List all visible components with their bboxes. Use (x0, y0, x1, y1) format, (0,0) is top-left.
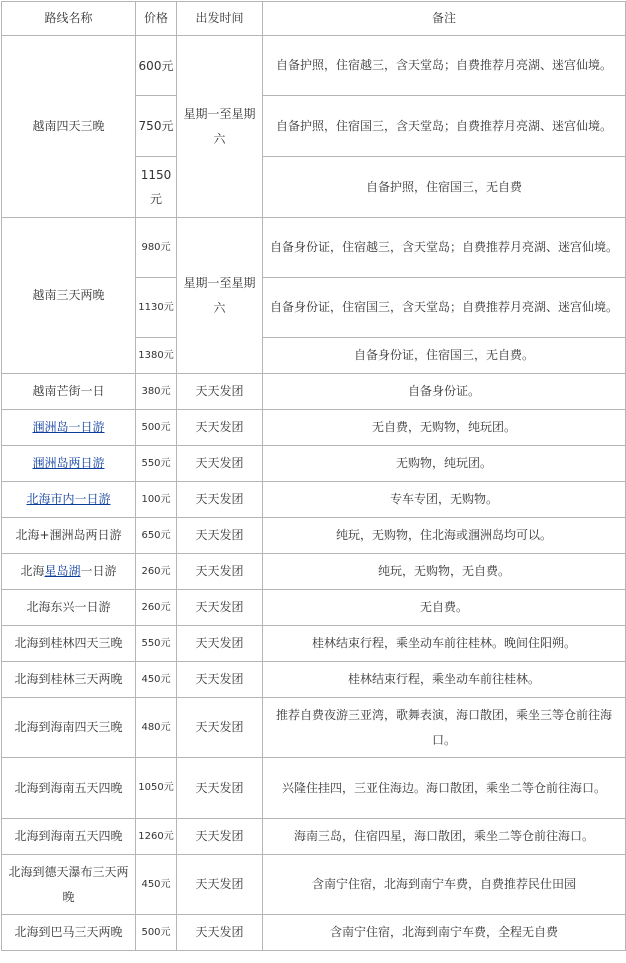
departure-time: 天天发团 (177, 662, 263, 698)
header-price: 价格 (136, 2, 177, 36)
table-row (2, 410, 626, 446)
route-name: 北海到桂林三天两晚 (2, 662, 136, 698)
price: 650元 (136, 518, 177, 554)
note: 桂林结束行程，乘坐动车前往桂林。 (263, 662, 626, 698)
price: 550元 (136, 446, 177, 482)
route-name: 越南四天三晚 (2, 36, 136, 218)
header-route-name: 路线名称 (2, 2, 136, 36)
note: 自备护照，住宿国三，无自费 (263, 157, 626, 218)
route-link[interactable]: 北海市内一日游 (26, 492, 111, 506)
header-note: 备注 (263, 2, 626, 36)
note: 含南宁住宿，北海到南宁车费，全程无自费 (263, 915, 626, 951)
price: 500元 (136, 410, 177, 446)
note: 无购物，纯玩团。 (263, 446, 626, 482)
table-row (2, 518, 626, 554)
route-name: 北海到巴马三天两晚 (2, 915, 136, 951)
route-name-prefix: 北海 (20, 564, 45, 578)
table-row (2, 374, 626, 410)
note: 纯玩，无购物，住北海或涠洲岛均可以。 (263, 518, 626, 554)
route-name: 北海到桂林四天三晚 (2, 626, 136, 662)
note: 无自费，无购物，纯玩团。 (263, 410, 626, 446)
note: 海南三岛，住宿四星，海口散团，乘坐二等仓前往海口。 (263, 819, 626, 855)
price: 450元 (136, 662, 177, 698)
table-row (2, 218, 626, 278)
table-row (2, 446, 626, 482)
note: 自备身份证，住宿越三，含天堂岛；自费推荐月亮湖、迷宫仙境。 (263, 218, 626, 278)
route-table (1, 1, 626, 951)
price: 1050元 (136, 758, 177, 819)
note: 含南宁住宿，北海到南宁车费，自费推荐民仕田园 (263, 855, 626, 915)
note: 自备护照，住宿越三，含天堂岛；自费推荐月亮湖、迷宫仙境。 (263, 36, 626, 96)
departure-time: 天天发团 (177, 518, 263, 554)
price: 100元 (136, 482, 177, 518)
table-row (2, 590, 626, 626)
route-name: 北海+涠洲岛两日游 (2, 518, 136, 554)
departure-time: 天天发团 (177, 758, 263, 819)
price: 980元 (136, 218, 177, 278)
note: 桂林结束行程，乘坐动车前往桂林。晚间住阳朔。 (263, 626, 626, 662)
note: 自备护照，住宿国三，含天堂岛；自费推荐月亮湖、迷宫仙境。 (263, 96, 626, 157)
price: 260元 (136, 554, 177, 590)
note: 推荐自费夜游三亚湾，歌舞表演，海口散团，乘坐三等仓前往海口。 (263, 698, 626, 758)
table-row (2, 662, 626, 698)
departure-time: 星期一至星期六 (177, 36, 263, 218)
departure-time: 天天发团 (177, 590, 263, 626)
route-name: 北海到海南五天四晚 (2, 758, 136, 819)
note: 自备身份证。 (263, 374, 626, 410)
table-row (2, 36, 626, 96)
departure-time: 天天发团 (177, 446, 263, 482)
price: 260元 (136, 590, 177, 626)
price: 450元 (136, 855, 177, 915)
header-row (2, 2, 626, 36)
table-row (2, 698, 626, 758)
table-row (2, 855, 626, 915)
table-row (2, 554, 626, 590)
route-name: 北海到海南五天四晚 (2, 819, 136, 855)
table-row (2, 915, 626, 951)
price: 1130元 (136, 278, 177, 338)
route-name: 北海到德天瀑布三天两晚 (2, 855, 136, 915)
note: 自备身份证，住宿国三，含天堂岛；自费推荐月亮湖、迷宫仙境。 (263, 278, 626, 338)
xingdao-lake-link[interactable]: 星岛湖 (44, 564, 81, 578)
departure-time: 天天发团 (177, 554, 263, 590)
table-row (2, 758, 626, 819)
price: 750元 (136, 96, 177, 157)
price: 550元 (136, 626, 177, 662)
note: 兴隆住挂四，三亚住海边。海口散团，乘坐二等仓前往海口。 (263, 758, 626, 819)
note: 专车专团，无购物。 (263, 482, 626, 518)
departure-time: 天天发团 (177, 410, 263, 446)
route-name-cell (2, 554, 136, 590)
route-name-cell (2, 482, 136, 518)
table-row (2, 819, 626, 855)
price: 1260元 (136, 819, 177, 855)
note: 自备身份证，住宿国三，无自费。 (263, 338, 626, 374)
price: 480元 (136, 698, 177, 758)
route-name: 北海东兴一日游 (2, 590, 136, 626)
price: 500元 (136, 915, 177, 951)
route-name-cell (2, 446, 136, 482)
route-name: 北海到海南四天三晚 (2, 698, 136, 758)
departure-time: 天天发团 (177, 482, 263, 518)
route-name: 越南芒街一日 (2, 374, 136, 410)
price: 1150元 (136, 157, 177, 218)
route-link[interactable]: 涠洲岛两日游 (32, 456, 105, 470)
note: 无自费。 (263, 590, 626, 626)
route-name: 越南三天两晚 (2, 218, 136, 374)
route-name-suffix: 一日游 (80, 564, 117, 578)
departure-time: 天天发团 (177, 626, 263, 662)
table-row (2, 482, 626, 518)
price: 1380元 (136, 338, 177, 374)
table-row (2, 626, 626, 662)
route-name-cell (2, 410, 136, 446)
departure-time: 天天发团 (177, 698, 263, 758)
price: 600元 (136, 36, 177, 96)
departure-time: 天天发团 (177, 374, 263, 410)
price: 380元 (136, 374, 177, 410)
departure-time: 天天发团 (177, 819, 263, 855)
departure-time: 天天发团 (177, 915, 263, 951)
departure-time: 星期一至星期六 (177, 218, 263, 374)
header-departure-time: 出发时间 (177, 2, 263, 36)
route-link[interactable]: 涠洲岛一日游 (32, 420, 105, 434)
note: 纯玩，无购物，无自费。 (263, 554, 626, 590)
departure-time: 天天发团 (177, 855, 263, 915)
